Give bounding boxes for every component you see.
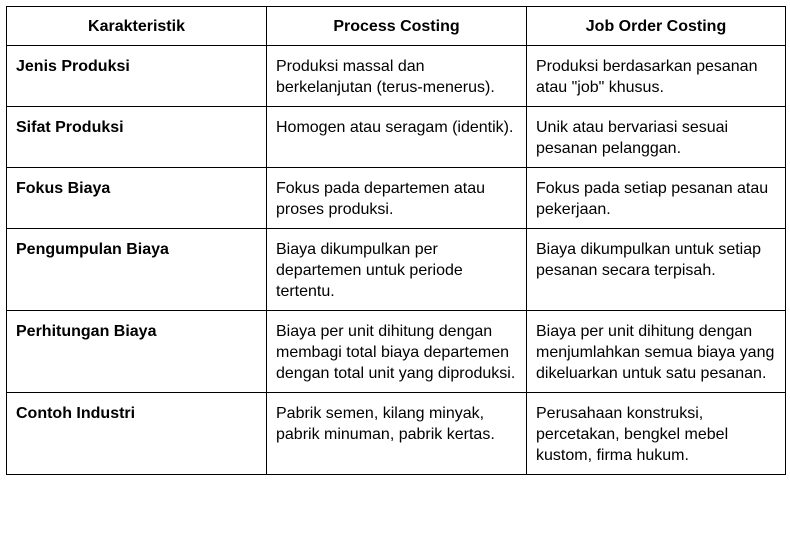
row-label: Pengumpulan Biaya xyxy=(7,229,267,311)
job-order-costing-cell: Fokus pada setiap pesanan atau pekerjaan. xyxy=(527,168,786,229)
job-order-costing-cell: Produksi berdasarkan pesanan atau "job" khusus. xyxy=(527,46,786,107)
comparison-table xyxy=(6,6,786,475)
table-row xyxy=(7,107,786,168)
header-row xyxy=(7,7,786,46)
row-label: Sifat Produksi xyxy=(7,107,267,168)
row-label: Perhitungan Biaya xyxy=(7,311,267,393)
process-costing-cell: Pabrik semen, kilang minyak, pabrik minuman, pabrik kertas. xyxy=(267,393,527,475)
header-karakteristik: Karakteristik xyxy=(7,7,267,46)
table-row xyxy=(7,46,786,107)
job-order-costing-cell: Biaya dikumpulkan untuk setiap pesanan secara terpisah. xyxy=(527,229,786,311)
table-row xyxy=(7,393,786,475)
process-costing-cell: Biaya per unit dihitung dengan membagi total biaya departemen dengan total unit yang diproduksi. xyxy=(267,311,527,393)
table-body xyxy=(7,46,786,475)
process-costing-cell: Fokus pada departemen atau proses produksi. xyxy=(267,168,527,229)
process-costing-cell: Homogen atau seragam (identik). xyxy=(267,107,527,168)
job-order-costing-cell: Unik atau bervariasi sesuai pesanan pelanggan. xyxy=(527,107,786,168)
job-order-costing-cell: Biaya per unit dihitung dengan menjumlahkan semua biaya yang dikeluarkan untuk satu pesanan. xyxy=(527,311,786,393)
job-order-costing-cell: Perusahaan konstruksi, percetakan, bengkel mebel kustom, firma hukum. xyxy=(527,393,786,475)
header-job-order-costing: Job Order Costing xyxy=(527,7,786,46)
row-label: Fokus Biaya xyxy=(7,168,267,229)
header-process-costing: Process Costing xyxy=(267,7,527,46)
process-costing-cell: Biaya dikumpulkan per departemen untuk periode tertentu. xyxy=(267,229,527,311)
row-label: Jenis Produksi xyxy=(7,46,267,107)
row-label: Contoh Industri xyxy=(7,393,267,475)
table-row xyxy=(7,311,786,393)
process-costing-cell: Produksi massal dan berkelanjutan (terus-menerus). xyxy=(267,46,527,107)
table-row xyxy=(7,168,786,229)
table-row xyxy=(7,229,786,311)
table-header xyxy=(7,7,786,46)
